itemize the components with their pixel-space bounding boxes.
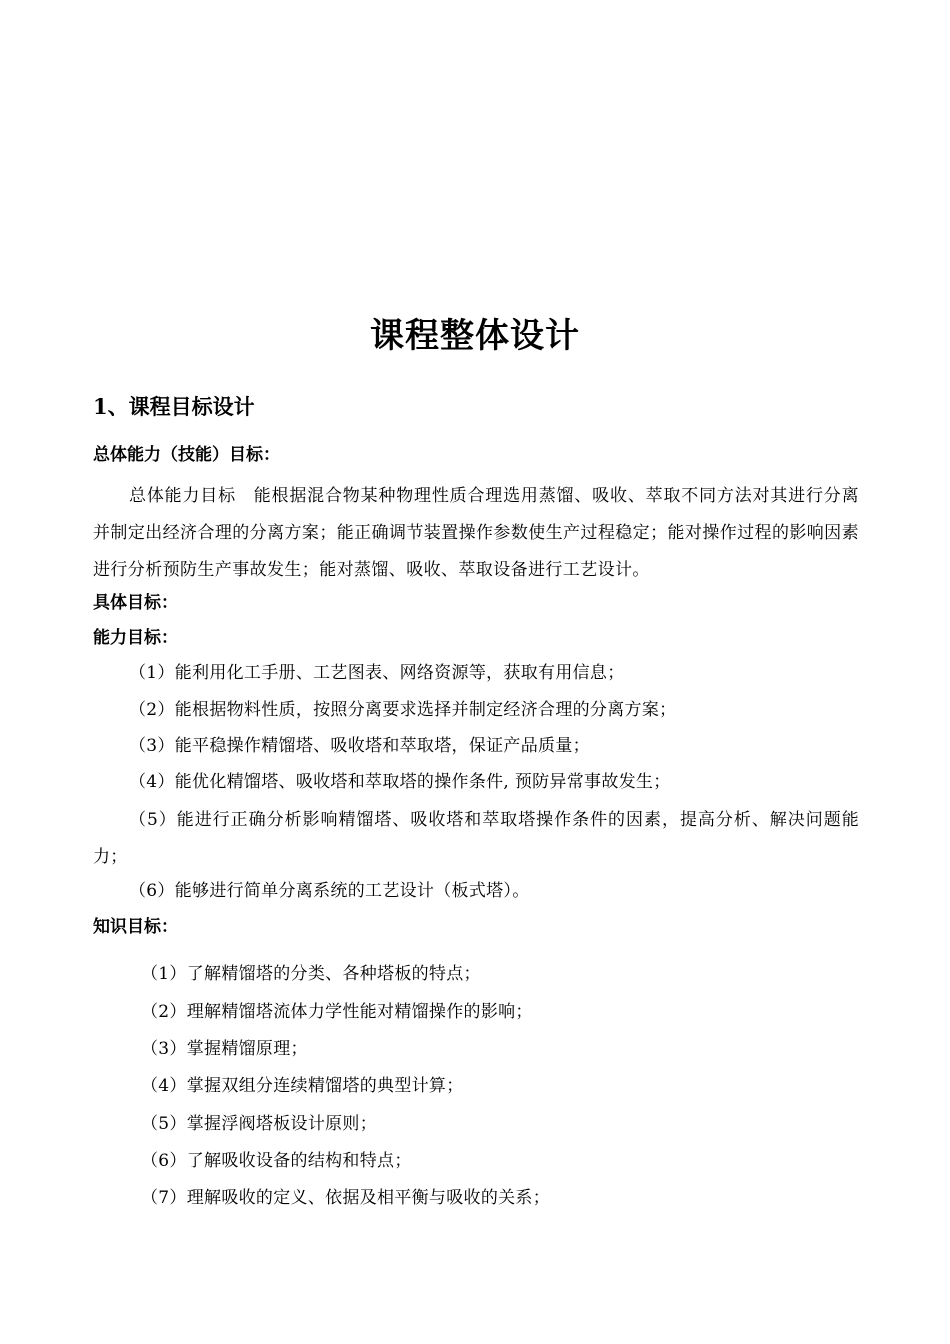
ability-item: （2）能根据物料性质，按照分离要求选择并制定经济合理的分离方案； [129,700,677,720]
document-title: 课程整体设计 [370,316,580,356]
overall-goal-label: 总体能力（技能）目标： [93,445,280,465]
knowledge-item: （4）掌握双组分连续精馏塔的典型计算； [141,1076,464,1096]
ability-item: （6）能够进行简单分离系统的工艺设计（板式塔）。 [129,881,530,901]
ability-item: （3）能平稳操作精馏塔、吸收塔和萃取塔，保证产品质量； [129,736,590,756]
knowledge-item: （3）掌握精馏原理； [141,1039,308,1059]
knowledge-item: （6）了解吸收设备的结构和特点； [141,1151,412,1171]
ability-item: （4）能优化精馏塔、吸收塔和萃取塔的操作条件, 预防异常事故发生； [129,772,671,792]
knowledge-item: （2）理解精馏塔流体力学性能对精馏操作的影响； [141,1002,533,1022]
knowledge-goal-label: 知识目标： [93,917,178,937]
ability-item: （5）能进行正确分析影响精馏塔、吸收塔和萃取塔操作条件的因素，提高分析、解决问题能力； [93,810,859,867]
knowledge-item: （5）掌握浮阀塔板设计原则； [141,1114,378,1134]
section-heading: 1、课程目标设计 [93,394,255,419]
ability-item: （1）能利用化工手册、工艺图表、网络资源等，获取有用信息； [129,663,625,683]
ability-goal-label: 能力目标： [93,628,178,648]
specific-goal-label: 具体目标： [93,593,178,613]
knowledge-item: （7）理解吸收的定义、依据及相平衡与吸收的关系； [141,1188,551,1208]
knowledge-item: （1）了解精馏塔的分类、各种塔板的特点； [141,964,481,984]
overall-goal-paragraph: 总体能力目标 能根据混合物某种物理性质合理选用蒸馏、吸收、萃取不同方法对其进行分离并制定出经济合理的分离方案；能正确调节装置操作参数使生产过程稳定；能对操作过程的影响因素进行分析预防生产事故发生；能对蒸馏、吸收、萃取设备进行工艺设计。 [93,486,859,580]
